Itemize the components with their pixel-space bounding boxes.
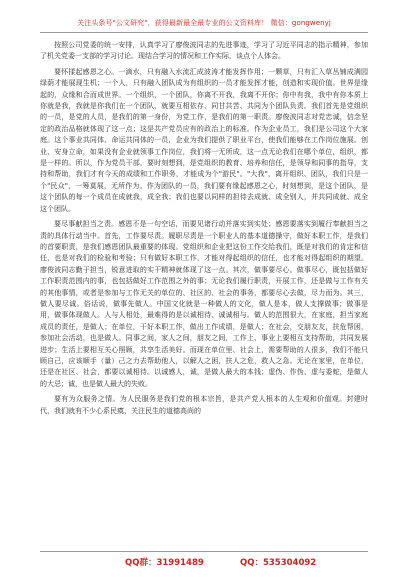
page-header xyxy=(40,10,368,33)
footer-qq-group: QQ群：31991489 xyxy=(125,558,204,568)
paragraph-gratitude: 要怀揉起感恩之心。一滴水，只有融入水流汇成波涛才能发挥作用；一颗草，只有汇入草丛铺成满园绿荫才能展现生机；一个人，只有融入团队成为有组织的一员才能发挥才能，创造和实现价值。世界是缘起的，众缘和合而成世界。一个组织，一个团队，你离不开我，我离不开你；你中有我，我中有你本质上你就是我，我就是你我们在一个团队，就要互相依存、同甘共苦、共同为个团队负责。我们首先是党组织的一员，是党的人员，是我们的第一身份，为党工作，是我们的第一职责。廖俊波同志对党忠诚，信念坚定的政治品格就体现了这一点；这是共产党员应有的政治上的标准。作为企业员工，我们是公司这个大家庭。这个事业共同体、命运共同体的一员，企业为我们提供了职业平台，使我们能够在工作岗位施展。创业、安身立命，如果没有企业就领事工作岗位，我们将一无所成，这一点无论我们在哪个单位，组织，都是一样的。所以，作为党员干部，要时刻想到，是党组织的教育、培养和信任，是领导和同事的指导，支持和帮助，我们才有今天的成绩和工作职务，才能成为个"游民"。"大我"，离开组织、团队，我们只是一个"民众"，一筹莫展，无所作为。作为团队的一员，我们要有缘起感恩之心，时刻想到，是这个团队，是这个团队的每一个成员在成就我，成全我；我们也要以同样的担待去成就、成全别人，并共同成就、成全这个团队。 xyxy=(40,67,368,213)
paragraph-service: 要有为众服务之情。为人民服务是我们党的根本宗旨，是共产党人根本的人生观和价值观。封建时代，我们就有不少心系民瘼、关注民生的道德高尚的 xyxy=(40,395,368,415)
page-footer xyxy=(40,551,368,572)
header-banner-text: 关注头条号"公文研究"，获得最新最全最专业的公文资料库！ 微信：gongwenyj xyxy=(77,19,331,27)
footer-qq-number: QQ：535304092 xyxy=(240,558,317,568)
paragraph-intro: 按照公司党委的统一安排，认真学习了廖俊波同志的先进事迹，学习了习近平同志的指示精神，参加了机关党委一支部的学习讨论。现结合学习的情况和工作实际，谈点个人体会。 xyxy=(40,41,368,61)
paragraph-responsibility: 要尽事献担当之责。感恩不是一句空话，而要见诸行动并落实到实处；感恩要落实到履行奉献担当之责的具体行动当中。首先，工作要尽责。履职尽责是一个职业人的基本道德操守，做好本职工作，是我们的首要职责，是我们感恩团队最重要的体现。党组织和企业把这份工作交给我们，既是对我们的肯定和信任，也是对我们的检验和考验；只有做好本职工作，才能对得起组织的信任，也才能对得起组织的期望。廖俊波同志勤于担当，锐意进取的实干精神就体现了这一点。其次，做事要尽心。做事尽心，既包括做好工作职责范围内的事，也包括做好工作范围之外的事；无论我们履行职责，开展工作，还是做与工作有关的其他事情，或者是参加与工作无关的单位的、社区的、社会的事务，都要尽心去做，尽力而为。其三，做人要尽诚。俗话说，做事先做人。中国文化就是一种做人的文化，做人是本，做人支撑做事；做事是用，做事体现做人。人与人相处，最难得的是以诚相待、诚诚相与。做人的范围很大，在家庭，担当家庭成员的责任，是做人；在单位，干好本职工作，做出工作成绩，是做人；在社会，交朋友友，扶危帮困，参加社会活动，也是做人。同事之间，家人之间，朋友之间，工作上、事业上要相互支持帮助，共同发展进步；生活上要相互关心照顾，共享生活美好。而现在单位里、社会上，需要帮助的人很多，我们不能只顾自己，应该顺手（量）己之力去帮助他人，以解人之困，扶人之危，救人之急。无论在家里，在单位，还是在社区、社会，都要以诚相待。以诚感人，诚，是做人最大的本钱；虚伪、作伪、虚与委蛇，是做人的大忌；诚，也是做人最大的失败。 xyxy=(40,220,368,388)
document-body xyxy=(40,40,368,540)
